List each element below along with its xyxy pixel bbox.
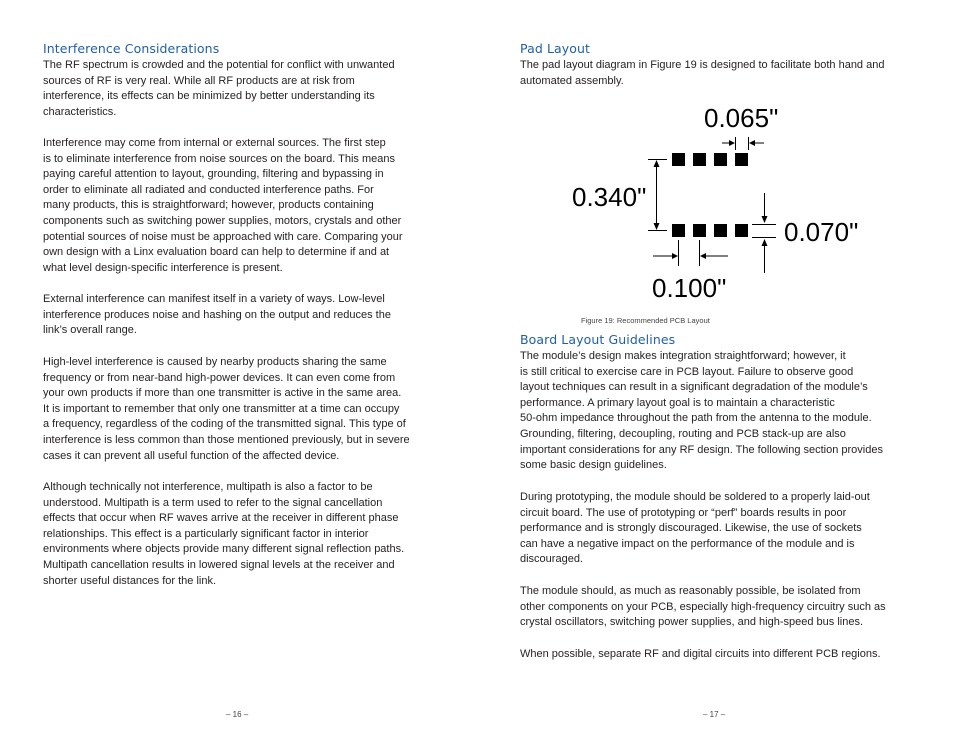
page-number-left: – 16 –: [226, 710, 249, 719]
dim-label-100: 0.100": [652, 273, 727, 303]
arrow-065-right: [749, 140, 755, 146]
pad-bottom-1: [672, 224, 685, 237]
figure-caption: Figure 19: Recommended PCB Layout: [581, 316, 710, 325]
pad-top-3: [714, 153, 727, 166]
pad-bottom-3: [714, 224, 727, 237]
arrow-100-left: [672, 253, 678, 259]
dim-label-065: 0.065": [704, 103, 779, 133]
page-number-right: – 17 –: [703, 710, 726, 719]
board-layout-heading: Board Layout Guidelines: [520, 332, 676, 347]
pad-top-2: [693, 153, 706, 166]
pad-layout-intro: The pad layout diagram in Figure 19 is designed to facilitate both hand and automated assembly.: [520, 59, 885, 87]
interference-heading: Interference Considerations: [43, 41, 220, 56]
left-paragraph-3: External interference can manifest itself in a variety of ways. Low-level interference produces noise and hashing on the output and reduces the link’s overall range.: [43, 293, 391, 337]
pad-layout-heading: Pad Layout: [520, 41, 591, 56]
pad-bottom-2: [693, 224, 706, 237]
dim-label-070: 0.070": [784, 217, 859, 247]
arrow-070-top: [762, 216, 768, 223]
right-paragraph-2: During prototyping, the module should be soldered to a properly laid-out circuit board. The use of prototyping or “perf” boards results in poor performance and is strongly discouraged. Likewise, the use of sockets can have a negative impact on the performance of the module and is discouraged.: [520, 491, 870, 566]
arrow-065-left: [729, 140, 735, 146]
left-paragraph-2: Interference may come from internal or external sources. The first step is to eliminate interference from noise sources on the board. This means paying careful attention to layout, grounding, filtering and bypassing in order to eliminate all radiated and conducted interference paths. For many products, this is straightforward; however, products containing components such as switching power supplies, motors, crystals and other potential sources of noise must be approached with care. Comparing your own design with a Linx evaluation board can help to determine if and at what level design-specific interference is present.: [43, 137, 403, 274]
arrow-070-bottom: [762, 239, 768, 246]
pad-top-1: [672, 153, 685, 166]
pad-top-4: [735, 153, 748, 166]
arrow-340-bottom: [654, 223, 660, 230]
pad-bottom-4: [735, 224, 748, 237]
arrow-100-right: [700, 253, 706, 259]
right-paragraph-4: When possible, separate RF and digital circuits into different PCB regions.: [520, 648, 881, 660]
left-paragraph-5: Although technically not interference, multipath is also a factor to be understood. Multipath is a term used to refer to the signal cancellation effects that occur when RF waves arrive at the receiver in different phase relationships. This effect is a particularly significant factor in interior environments where objects provide many different signal reflection paths. Multipath cancellation results in lowered signal levels at the receiver and shorter useful distances for the link.: [43, 481, 405, 587]
dim-label-340: 0.340": [572, 182, 647, 212]
left-paragraph-1: The RF spectrum is crowded and the potential for conflict with unwanted sources of RF is very real. While all RF products are at risk from interference, its effects can be minimized by better understanding its characteristics.: [43, 59, 395, 118]
arrow-340-top: [654, 160, 660, 167]
left-paragraph-4: High-level interference is caused by nearby products sharing the same frequency or from near-band high-power devices. It can even come from your own products if more than one transmitter is active in the same area. It is important to remember that only one transmitter at a time can occupy a frequency, regardless of the coding of the transmitted signal. This type of interference is less common than those mentioned previously, but in severe cases it can prevent all useful function of the affected device.: [43, 356, 410, 462]
right-paragraph-3: The module should, as much as reasonably possible, be isolated from other components on your PCB, especially high-frequency circuitry such as crystal oscillators, switching power supplies, and high-speed bus lines.: [520, 585, 886, 629]
right-paragraph-1: The module’s design makes integration straightforward; however, it is still critical to exercise care in PCB layout. Failure to observe good layout techniques can result in a significant degradation of the module’s performance. A primary layout goal is to maintain a characteristic 50-ohm impedance throughout the path from the antenna to the module. Grounding, filtering, decoupling, routing and PCB stack-up are also important considerations for any RF design. The following section provides some basic design guidelines.: [520, 350, 883, 472]
